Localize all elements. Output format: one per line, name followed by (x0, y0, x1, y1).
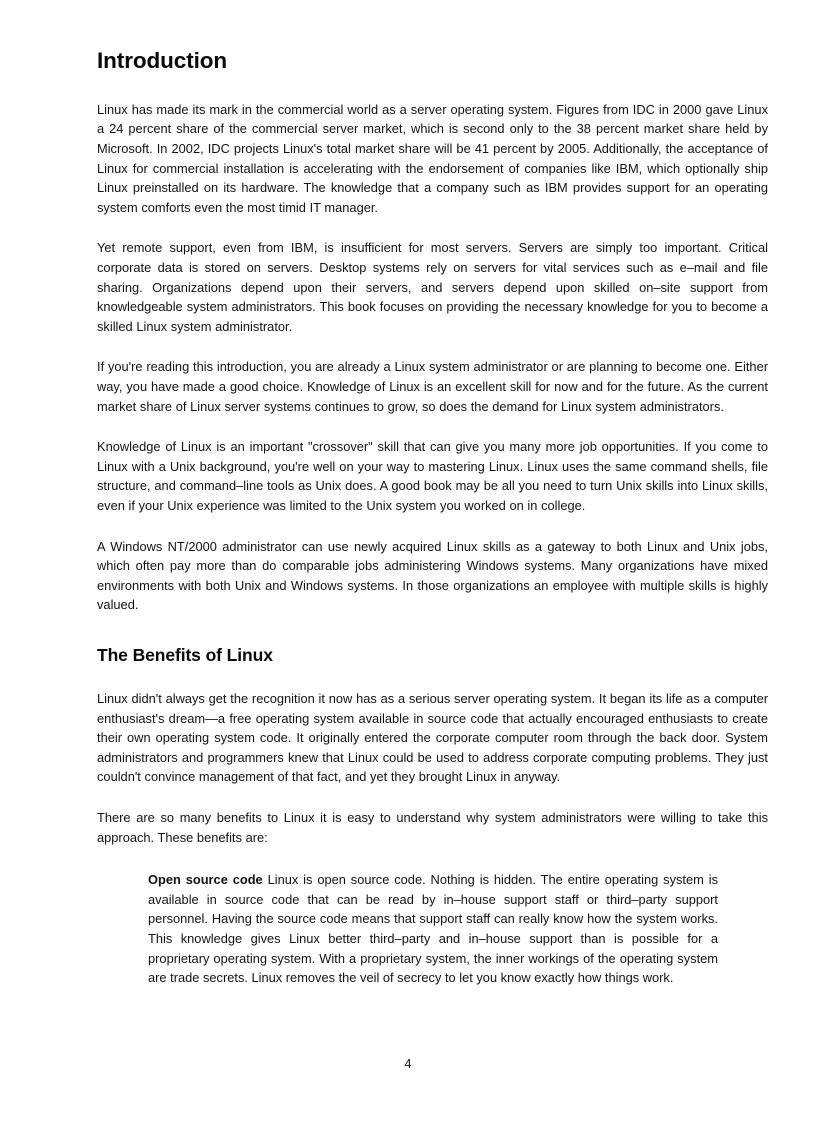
paragraph: Yet remote support, even from IBM, is insufficient for most servers. Servers are simply too important. Critical corporate data is stored on servers. Desktop systems rely on servers for vital services such as e–mail and file sharing. Organizations depend upon their servers, and servers depend upon skilled on–site support from knowledgeable system administrators. This book focuses on providing the necessary knowledge for you to become a skilled Linux system administrator. (97, 240, 768, 334)
paragraph: If you're reading this introduction, you are already a Linux system administrator or are planning to become one. Either way, you have made a good choice. Knowledge of Linux is an excellent skill for now and for the future. As the current market share of Linux server systems continues to grow, so does the demand for Linux system administrators. (97, 359, 768, 414)
section-heading-benefits: The Benefits of Linux (97, 644, 273, 665)
page-title: Introduction (97, 48, 228, 73)
paragraph: Knowledge of Linux is an important "crossover" skill that can give you many more job opportunities. If you come to Linux with a Unix background, you're well on your way to mastering Linux. Linux uses the same command shells, file structure, and command–line tools as Unix does. A good book may be all you need to turn Unix skills into Linux skills, even if your Unix experience was limited to the Unix system you worked on in college. (97, 439, 768, 513)
paragraph: There are so many benefits to Linux it is easy to understand why system administrators were willing to take this approach. These benefits are: (97, 810, 768, 845)
definition-list (148, 870, 718, 988)
paragraph: Linux has made its mark in the commercial world as a server operating system. Figures from IDC in 2000 gave Linux a 24 percent share of the commercial server market, which is second only to the 38 percent market share held by Microsoft. In 2002, IDC projects Linux's total market share will be 41 percent by 2005. Additionally, the acceptance of Linux for commercial installation is accelerating with the endorsement of companies like IBM, which optionally ship Linux preinstalled on its hardware. The knowledge that a company such as IBM provides support for an operating system comforts even the most timid IT manager. (97, 101, 768, 215)
paragraph: Linux didn't always get the recognition it now has as a serious server operating system. It began its life as a computer enthusiast's dream—a free operating system available in source code that actually encouraged enthusiasts to create their own operating system code. It originally entered the corporate computer room through the back door. System administrators and programmers knew that Linux could be used to address corporate computing problems. They just couldn't convince management of that fact, and yet they brought Linux in anyway. (97, 691, 768, 785)
page-number: 4 (404, 1056, 412, 1071)
definition-description: Linux is open source code. Nothing is hidden. The entire operating system is available in source code that can be read by in–house support staff or third–party support personnel. Having the source code means that support staff can really know how the system works. This knowledge gives Linux better third–party and in–house support than is possible for a proprietary operating system. With a proprietary system, the inner workings of the operating system are trade secrets. Linux removes the veil of secrecy to let you know exactly how things work. (148, 872, 718, 986)
page-content (97, 48, 768, 988)
definition-item (148, 870, 718, 988)
paragraph: A Windows NT/2000 administrator can use newly acquired Linux skills as a gateway to both Linux and Unix jobs, which often pay more than do comparable jobs administering Windows systems. Many organizations have mixed environments with both Unix and Windows systems. In those organizations an employee with multiple skills is highly valued. (97, 538, 768, 613)
definition-term: Open source code (148, 872, 263, 888)
